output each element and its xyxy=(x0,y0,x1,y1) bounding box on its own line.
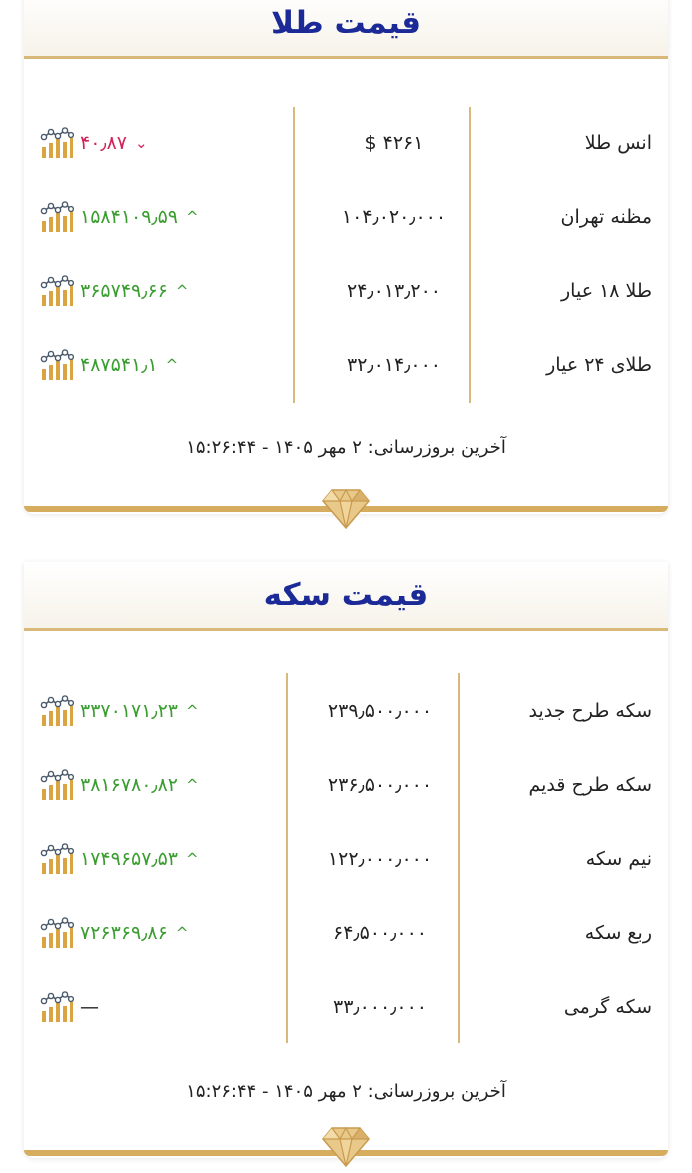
chevron-up-icon: ^ xyxy=(175,924,189,942)
item-price: ۳۲٫۰۱۴٫۰۰۰ xyxy=(347,354,441,376)
item-price: $ ۴۲۶۱ xyxy=(364,132,424,154)
change-value: ۱۵۸۴۱۰۹٫۵۹ xyxy=(80,206,179,228)
chevron-up-icon: ^ xyxy=(186,208,199,226)
price-row xyxy=(24,197,668,237)
change-indicator[interactable] xyxy=(40,271,188,311)
chart-icon[interactable] xyxy=(40,843,74,875)
gold-card-title: قیمت طلا xyxy=(270,5,422,41)
change-indicator[interactable] xyxy=(40,197,199,237)
change-indicator[interactable] xyxy=(40,765,199,805)
item-price: ۱۰۴٫۰۲۰٫۰۰۰ xyxy=(341,206,447,228)
chart-icon[interactable] xyxy=(40,769,74,801)
change-indicator[interactable] xyxy=(40,987,99,1027)
change-value: ۱۷۴۹۶۵۷٫۵۳ xyxy=(80,848,179,870)
item-name: طلای ۲۴ عیار xyxy=(546,354,652,376)
item-price: ۲۴٫۰۱۳٫۲۰۰ xyxy=(347,280,441,302)
price-row xyxy=(24,691,668,731)
price-row xyxy=(24,345,668,385)
gold-card-header xyxy=(24,0,668,59)
item-name: سکه طرح قدیم xyxy=(528,774,652,796)
gold-price-card xyxy=(24,0,668,514)
coin-card-header xyxy=(24,562,668,631)
diamond-icon xyxy=(322,1124,370,1168)
change-value: ۳۳۷۰۱۷۱٫۲۳ xyxy=(80,700,179,722)
item-price: ۲۳۶٫۵۰۰٫۰۰۰ xyxy=(327,774,433,796)
price-row xyxy=(24,123,668,163)
change-value: ۴۰٫۸۷ xyxy=(80,132,127,154)
item-name: طلا ۱۸ عیار xyxy=(561,280,652,302)
change-indicator[interactable] xyxy=(40,691,199,731)
change-value: — xyxy=(80,996,99,1018)
coin-price-card xyxy=(24,562,668,1158)
price-row xyxy=(24,987,668,1027)
chart-icon[interactable] xyxy=(40,275,74,307)
chart-icon[interactable] xyxy=(40,695,74,727)
price-row xyxy=(24,839,668,879)
item-price: ۲۳۹٫۵۰۰٫۰۰۰ xyxy=(327,700,433,722)
last-updated: آخرین بروزرسانی: ۲ مهر ۱۴۰۵ - ۱۵:۲۶:۴۴ xyxy=(186,1081,506,1102)
change-indicator[interactable] xyxy=(40,123,148,163)
coin-card-title: قیمت سکه xyxy=(263,577,429,613)
chart-icon[interactable] xyxy=(40,991,74,1023)
item-name: نیم سکه xyxy=(585,848,652,870)
chevron-up-icon: ^ xyxy=(186,702,199,720)
item-name: مظنه تهران xyxy=(560,206,652,228)
chart-icon[interactable] xyxy=(40,127,74,159)
item-name: انس طلا xyxy=(584,132,652,154)
price-row xyxy=(24,913,668,953)
change-indicator[interactable] xyxy=(40,839,199,879)
item-name: ربع سکه xyxy=(584,922,652,944)
item-price: ۶۴٫۵۰۰٫۰۰۰ xyxy=(333,922,427,944)
change-value: ۳۸۱۶۷۸۰٫۸۲ xyxy=(80,774,179,796)
last-updated: آخرین بروزرسانی: ۲ مهر ۱۴۰۵ - ۱۵:۲۶:۴۴ xyxy=(186,437,506,458)
diamond-icon xyxy=(322,486,370,530)
item-price: ۱۲۲٫۰۰۰٫۰۰۰ xyxy=(327,848,433,870)
change-value: ۷۲۶۳۶۹٫۸۶ xyxy=(80,922,168,944)
chevron-up-icon: ^ xyxy=(165,356,179,374)
chart-icon[interactable] xyxy=(40,349,74,381)
price-row xyxy=(24,271,668,311)
change-indicator[interactable] xyxy=(40,345,178,385)
change-indicator[interactable] xyxy=(40,913,188,953)
chevron-up-icon: ^ xyxy=(186,850,199,868)
chevron-down-icon: ⌄ xyxy=(135,134,148,152)
price-row xyxy=(24,765,668,805)
item-name: سکه طرح جدید xyxy=(528,700,652,722)
change-value: ۴۸۷۵۴۱٫۱ xyxy=(80,354,158,376)
chevron-up-icon: ^ xyxy=(186,776,199,794)
item-price: ۳۳٫۰۰۰٫۰۰۰ xyxy=(333,996,427,1018)
chart-icon[interactable] xyxy=(40,201,74,233)
item-name: سکه گرمی xyxy=(563,996,652,1018)
chart-icon[interactable] xyxy=(40,917,74,949)
chevron-up-icon: ^ xyxy=(175,282,189,300)
change-value: ۳۶۵۷۴۹٫۶۶ xyxy=(80,280,168,302)
